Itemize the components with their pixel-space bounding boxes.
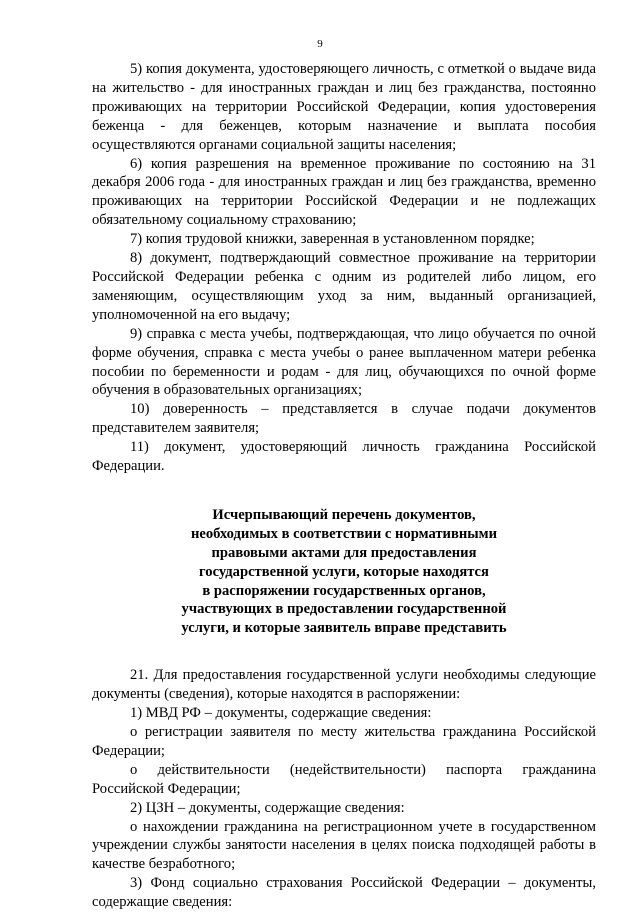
heading-line: государственной услуги, которые находятся: [199, 563, 489, 580]
heading-line: услуги, и которые заявитель вправе представить: [181, 620, 507, 637]
mvd-passport-item: о действительности (недействительности) паспорта гражданина Российской Федерации;: [92, 761, 596, 797]
mvd-item: 1) МВД РФ – документы, содержащие сведения:: [130, 705, 432, 722]
list-item-9: 9) справка с места учебы, подтверждающая, что лицо обучается по очной форме обучения, справка с места учебы о ранее выплаченном матери ребенка пособии по беременности и родам - для лиц, обучающихся по очной форме обучения в образовательных организациях;: [92, 325, 596, 399]
fss-item: 3) Фонд социально страхования Российской Федерации – документы, содержащие сведения:: [92, 875, 596, 911]
list-item-5: 5) копия документа, удостоверяющего личность, с отметкой о выдаче вида на жительство - для иностранных граждан и лиц без гражданства, постоянно проживающих на территории Российской Федерации, копия удостоверения беженца - для беженцев, которым назначение и выплата пособия осуществляются органами социальной защиты населения;: [92, 61, 596, 153]
heading-line: в распоряжении государственных органов,: [202, 582, 486, 599]
page-number: 9: [317, 38, 323, 50]
heading-line: правовыми актами для предоставления: [211, 544, 477, 561]
heading-line: необходимых в соответствии с нормативными: [191, 525, 497, 542]
section-heading: [122, 506, 566, 638]
list-item-6: 6) копия разрешения на временное проживание по состоянию на 31 декабря 2006 года - для иностранных граждан и лиц без гражданства, временно проживающих на территории Российской Федерации и не подлежащих обязательному социальному страхованию;: [92, 155, 596, 229]
czn-item: 2) ЦЗН – документы, содержащие сведения:: [130, 799, 405, 816]
heading-line: Исчерпывающий перечень документов,: [212, 506, 476, 523]
document-body: [92, 60, 596, 912]
clause-21: 21. Для предоставления государственной услуги необходимы следующие документы (сведения), которые находятся в распоряжении:: [92, 667, 596, 703]
heading-line: участвующих в предоставлении государственной: [181, 601, 507, 618]
list-item-10: 10) доверенность – представляется в случае подачи документов представителем заявителя;: [92, 401, 596, 437]
list-item-8: 8) документ, подтверждающий совместное проживание на территории Российской Федерации ребенка с одним из родителей либо лицом, его заменяющим, осуществляющим уход за ним, выданный организацией, уполномоченной на его выдачу;: [92, 250, 596, 323]
list-item-11: 11) документ, удостоверяющий личность гражданина Российской Федерации.: [92, 439, 596, 475]
list-item-7: 7) копия трудовой книжки, заверенная в установленном порядке;: [130, 231, 535, 248]
mvd-registration-item: о регистрации заявителя по месту жительства гражданина Российской Федерации;: [92, 724, 596, 759]
czn-registration-item: о нахождении гражданина на регистрационном учете в государственном учреждении службы занятости населения в целях поиска подходящей работы в качестве безработного;: [92, 818, 596, 873]
